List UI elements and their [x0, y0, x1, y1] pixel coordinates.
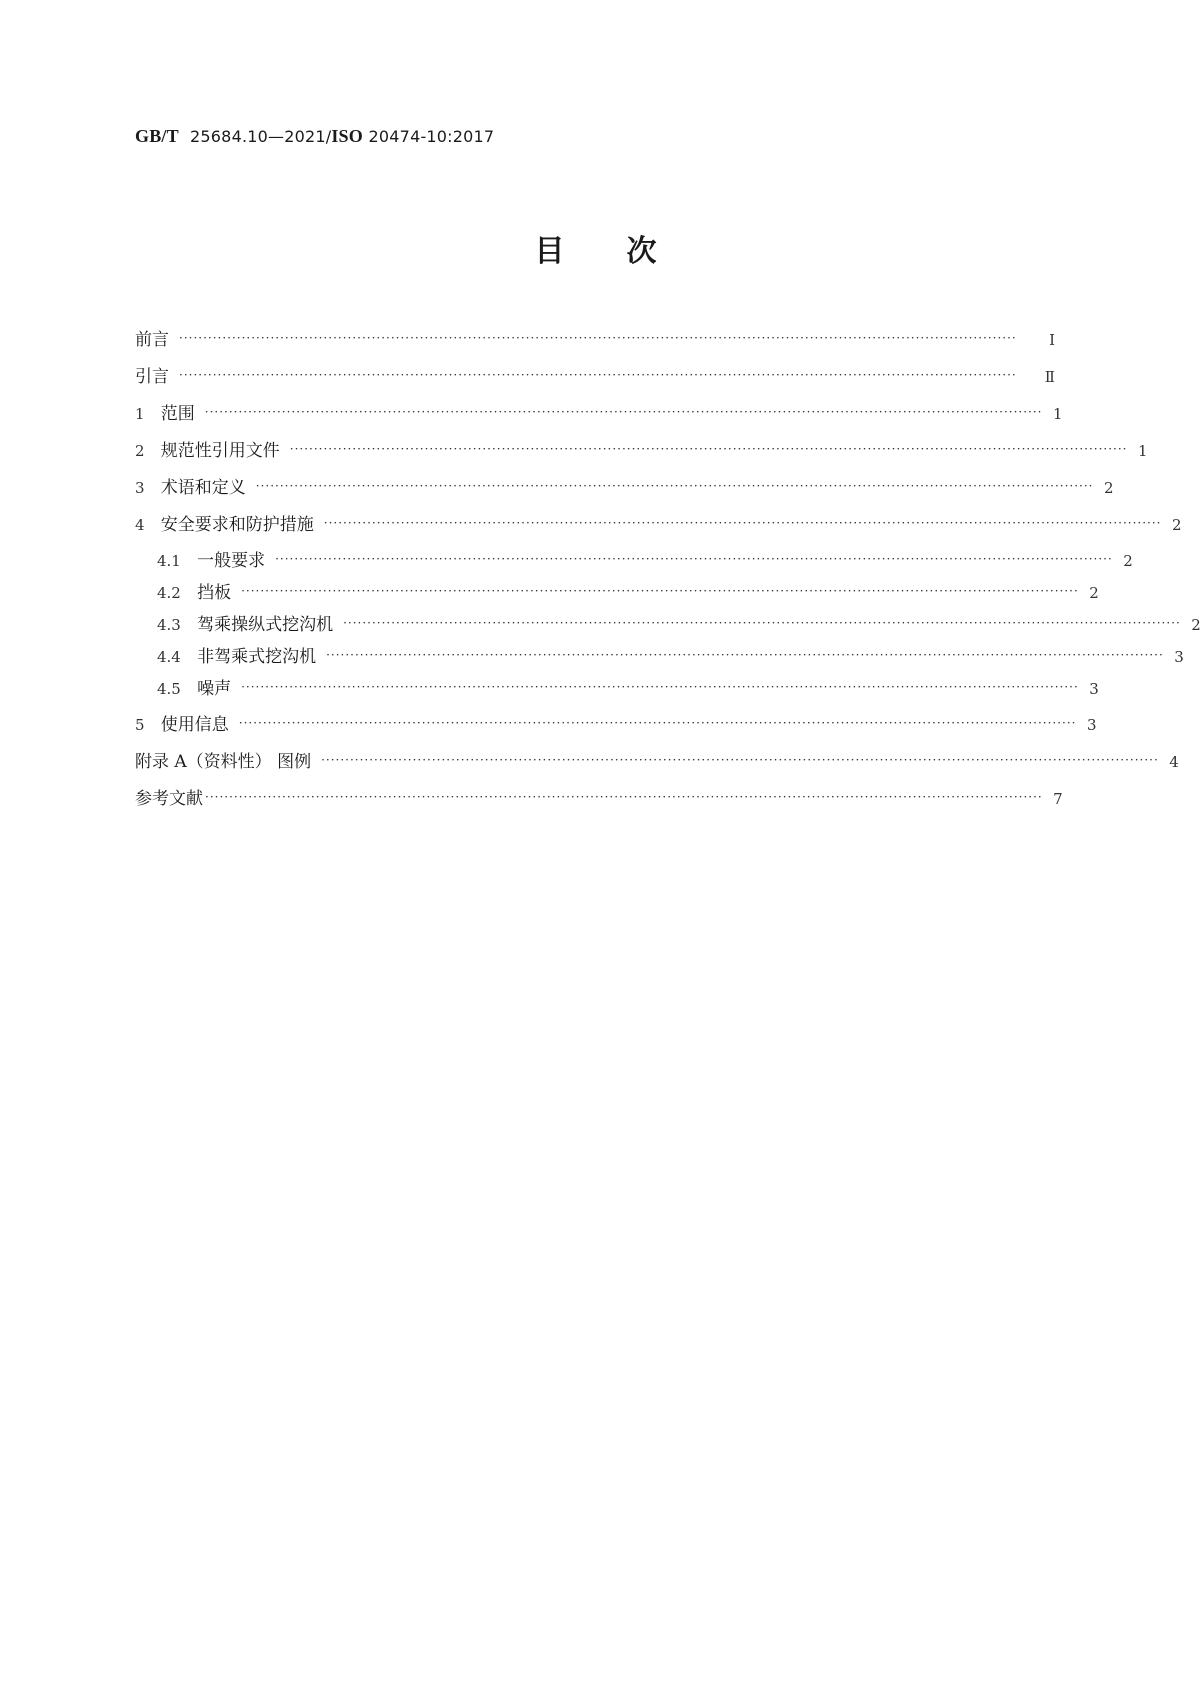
toc-entry-label	[157, 581, 231, 605]
toc-entry-number: 5	[135, 716, 145, 734]
toc-entry-text: 规范性引用文件	[160, 441, 280, 461]
dot-leader: ··············································································································································································	[289, 442, 1128, 456]
toc-entry-number: 4.4	[157, 648, 181, 666]
toc-entry-safety-requirements[interactable]	[135, 513, 1182, 537]
toc-entry-label	[135, 402, 195, 426]
toc-entry-page: 2	[1171, 516, 1182, 534]
toc-entry-label: 附录 A（资料性） 图例	[135, 752, 312, 772]
standard-prefix: GB/T	[135, 126, 179, 146]
toc-entry-label: 引言	[135, 367, 169, 387]
toc-entry-page: 3	[1174, 648, 1184, 666]
dot-leader: ··············································································································································································	[323, 516, 1162, 530]
toc-entry-page: Ⅰ	[1049, 331, 1055, 349]
toc-entry-page: 2	[1191, 616, 1201, 634]
toc-entry-page: 3	[1086, 716, 1097, 734]
toc-entry-label	[157, 645, 316, 669]
title-char-1: 目	[534, 234, 565, 269]
toc-entry-text: 挡板	[197, 583, 232, 603]
toc-entry-annex-a[interactable]	[135, 750, 1179, 774]
toc-entry-guards[interactable]	[157, 581, 1099, 605]
toc-entry-number: 3	[135, 479, 145, 497]
toc-entry-text: 噪声	[197, 679, 232, 699]
toc-entry-label	[135, 439, 280, 463]
toc-entry-number: 4.3	[157, 616, 181, 634]
toc-entry-information-for-use[interactable]	[135, 713, 1097, 737]
toc-entry-text: 安全要求和防护措施	[160, 515, 314, 535]
standard-number: 25684.10—2021/	[190, 127, 332, 146]
toc-entry-text: 术语和定义	[160, 478, 246, 498]
dot-leader: ··············································································································································································	[238, 716, 1077, 730]
toc-entry-page: 7	[1053, 790, 1063, 808]
iso-number: 20474-10:2017	[368, 127, 495, 146]
toc-entry-terms-definitions[interactable]	[135, 476, 1114, 500]
toc-entry-ride-on-trenchers[interactable]	[157, 613, 1201, 637]
toc-entry-page: 2	[1089, 584, 1099, 602]
toc-entry-number: 1	[135, 405, 145, 423]
toc-entry-label: 参考文献	[135, 789, 203, 809]
dot-leader: ··············································································································································································	[275, 552, 1113, 566]
toc-entry-page: 1	[1137, 442, 1148, 460]
toc-entry-label: 前言	[135, 330, 169, 350]
toc-entry-page: 4	[1169, 753, 1179, 771]
toc-entry-text: 一般要求	[197, 551, 266, 571]
toc-entry-label	[157, 677, 231, 701]
dot-leader: ··············································································································································································	[241, 584, 1079, 598]
toc-entry-scope[interactable]	[135, 402, 1063, 426]
toc-entry-page: 2	[1103, 479, 1114, 497]
toc-entry-label	[135, 513, 314, 537]
iso-prefix: ISO	[331, 126, 363, 146]
toc-entry-number: 4.1	[157, 552, 181, 570]
toc-entry-page: 1	[1052, 405, 1063, 423]
dot-leader: ··············································································································································································	[205, 790, 1043, 804]
toc-entry-pedestrian-trenchers[interactable]	[157, 645, 1184, 669]
toc-entry-text: 范围	[160, 404, 195, 424]
toc-entry-page: Ⅱ	[1044, 368, 1055, 386]
toc-entry-label	[135, 713, 229, 737]
toc-entry-introduction[interactable]	[135, 365, 1055, 389]
toc-entry-noise[interactable]	[157, 677, 1099, 701]
toc-entry-text: 非驾乘式挖沟机	[197, 647, 317, 667]
toc-entry-label	[135, 476, 246, 500]
toc-entry-page: 2	[1123, 552, 1133, 570]
dot-leader: ··············································································································································································	[343, 616, 1181, 630]
toc-entry-number: 4.5	[157, 680, 181, 698]
toc-entry-page: 3	[1089, 680, 1099, 698]
toc-entry-label	[157, 549, 265, 573]
dot-leader: ··············································································································································································	[204, 405, 1043, 419]
dot-leader: ··············································································································································································	[179, 331, 1017, 345]
toc-entry-general-requirements[interactable]	[157, 549, 1133, 573]
toc-entry-foreword[interactable]	[135, 328, 1055, 352]
toc-entry-number: 2	[135, 442, 145, 460]
toc-entry-normative-references[interactable]	[135, 439, 1148, 463]
toc-entry-text: 使用信息	[160, 715, 229, 735]
toc-entry-bibliography[interactable]	[135, 787, 1063, 811]
dot-leader: ··············································································································································································	[241, 680, 1079, 694]
dot-leader: ··············································································································································································	[255, 479, 1094, 493]
dot-leader: ··············································································································································································	[326, 648, 1164, 662]
toc-entry-number: 4	[135, 516, 145, 534]
toc-entry-label	[157, 613, 333, 637]
toc-entry-text: 驾乘操纵式挖沟机	[197, 615, 334, 635]
dot-leader: ··············································································································································································	[321, 753, 1159, 767]
title-char-2: 次	[626, 234, 657, 269]
dot-leader: ··············································································································································································	[179, 368, 1017, 382]
toc-entry-number: 4.2	[157, 584, 181, 602]
